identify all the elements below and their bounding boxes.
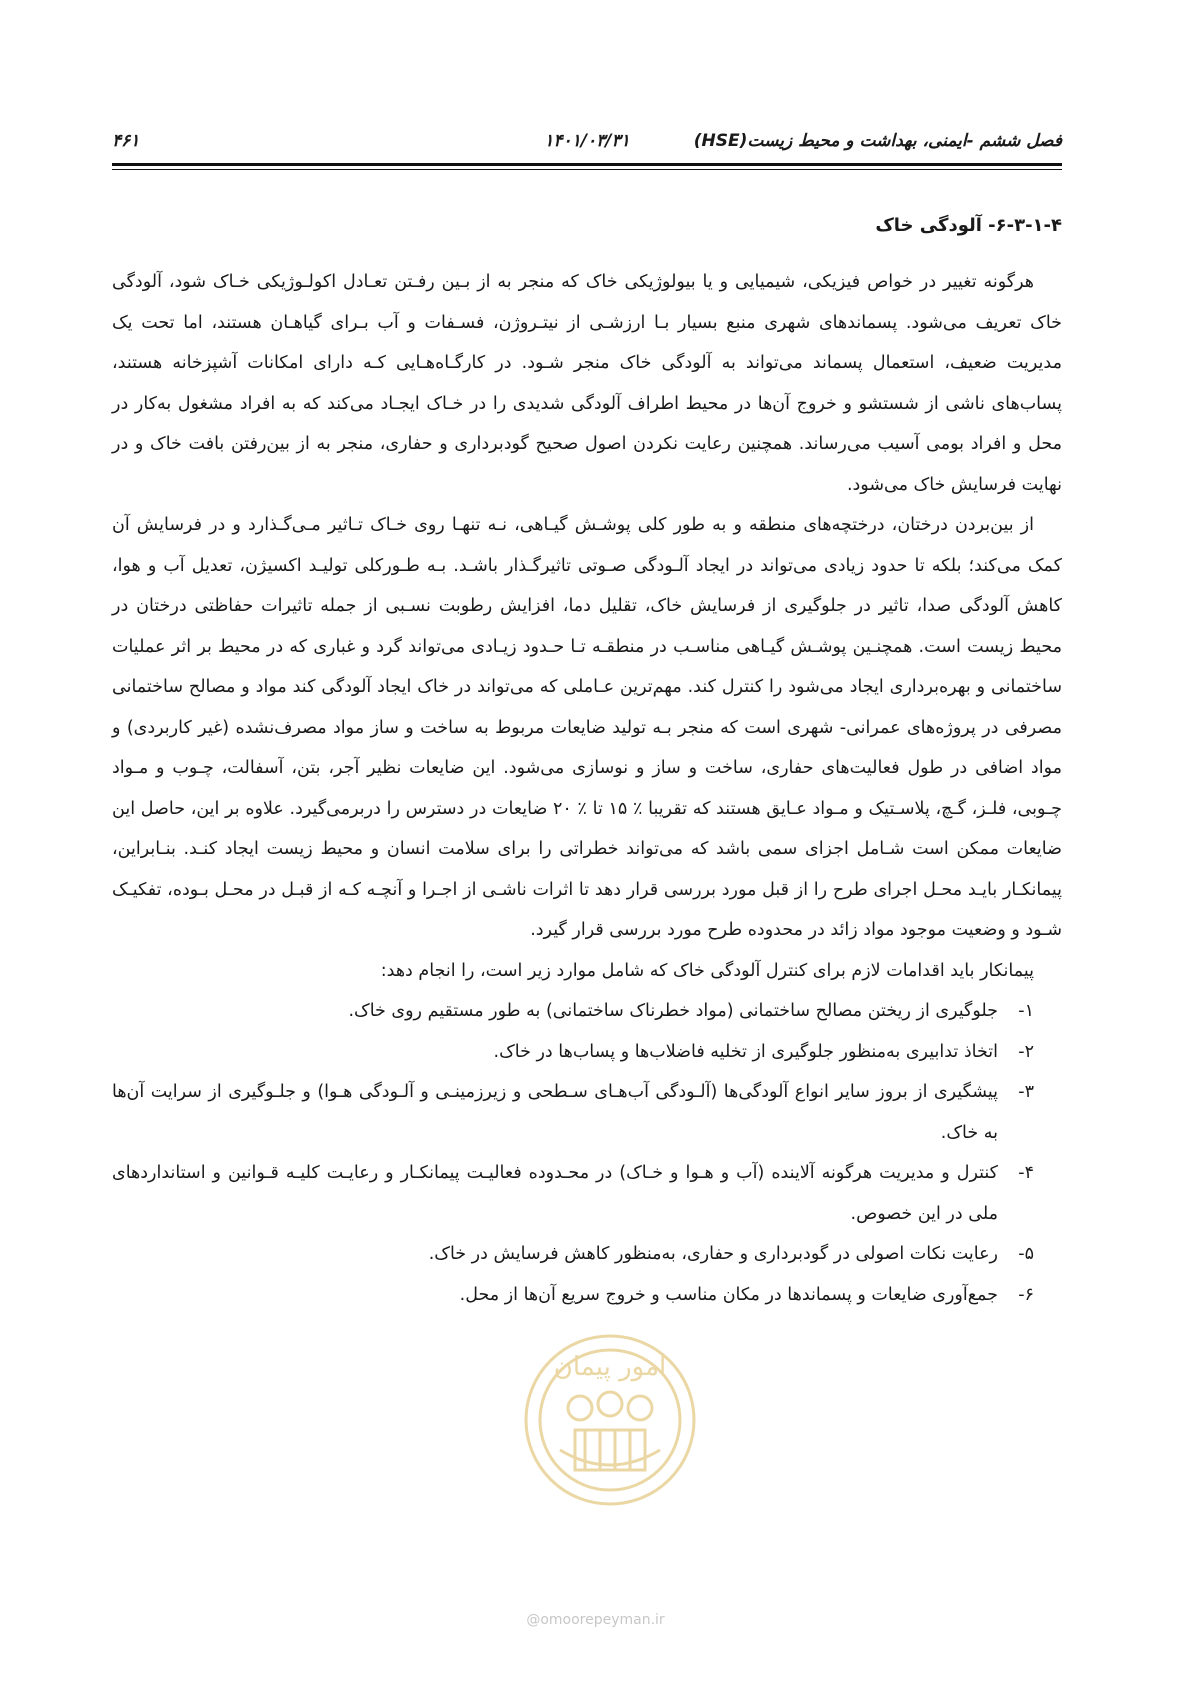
watermark-logo-icon [520,1330,700,1510]
requirements-list [112,991,1062,1315]
list-item-number: ۱- [1018,1001,1034,1021]
list-item [112,991,1062,1032]
list-item-text: کنترل و مدیریت هرگونه آلاینده (آب و هـوا و خـاک) در محـدوده فعالیـت پیمانکـار و رعایـت کلیـه قـوانین و استانداردهای ملی در این خصوص. [112,1163,998,1224]
list-item-number: ۴- [1018,1163,1034,1183]
list-item [112,1153,1062,1234]
list-item-text: رعایت نکات اصولی در گودبرداری و حفاری، به‌منظور کاهش فرسایش در خاک. [428,1244,998,1264]
list-item-text: پیشگیری از بروز سایر انواع آلودگی‌ها (آلـودگی آب‌هـای سـطحی و زیرزمینـی و آلـودگی هـوا) و جلـوگیری از سرایت آن‌ها به خاک. [112,1082,998,1143]
header-date: ۱۴۰۱/۰۳/۳۱ [544,131,630,151]
list-item [112,1234,1062,1275]
list-item-number: ۳- [1018,1082,1034,1102]
page-header [112,131,1062,159]
watermark-logo-text: امور پیمان [553,1352,667,1382]
watermark-site: @omoorepeyman.ir [526,1612,665,1628]
header-divider-thick [112,163,1062,166]
header-divider-thin [112,169,1062,170]
list-intro: پیمانکار باید اقدامات لازم برای کنترل آلودگی خاک که شامل موارد زیر است، را انجام دهد: [380,960,1034,981]
list-item-number: ۲- [1018,1041,1034,1062]
page-number: ۴۶۱ [112,131,140,151]
list-item-number: ۵- [1018,1244,1034,1264]
list-item-number: ۶- [1018,1284,1034,1305]
list-item-text: جمع‌آوری ضایعات و پسماندها در مکان مناسب و خروج سریع آن‌ها از محل. [459,1284,998,1305]
paragraph: هرگونه تغییر در خواص فیزیکی، شیمیایی و یا بیولوژیکی خاک که منجر به از بـین رفـتن تعـادل اکولـوژیکی خـاک شود، آلودگی خاک تعریف می‌شود. پسماندهای شهری منبع بسیار بـا ارزشـی از نیتـروژن، فسـفات و آب بـرای گیاهـان هستند، اما تحت یک مدیریت ضعیف، استعمال پسماند می‌تواند به آلودگی خاک منجر شـود. در کارگـاه‌هـایی کـه دارای امکانات آشپزخانه هستند، پساب‌های ناشی از شستشو و خروج آن‌ها در محیط اطراف آلودگی شدیدی را در خـاک ایجـاد می‌کند که به افراد مشغول به‌کار در محل و افراد بومی آسیب می‌رساند. همچنین رعایت نکردن اصول صحیح گودبرداری و حفاری، منجر به از بین‌رفتن بافت خاک و در نهایت فرسایش خاک می‌شود. [112,272,1062,495]
section-heading: ۶-۳-۱-۴- آلودگی خاک [875,215,1062,236]
paragraph: از بین‌بردن درختان، درختچه‌های منطقه و به طور کلی پوشـش گیـاهی، نـه تنهـا روی خـاک تـاثیر مـی‌گـذارد و در فرسایش آن کمک می‌کند؛ بلکه تا حدود زیادی می‌تواند در ایجاد آلـودگی صـوتی تاثیرگـذار باشـد. بـه طـورکلی تولیـد اکسیژن، تعدیل آب و هوا، کاهش آلودگی صدا، تاثیر در جلوگیری از فرسایش خاک، تقلیل دما، افزایش رطوبت نسـبی از جمله تاثیرات حفاظتی درختان در محیط زیست است. همچنـین پوشـش گیـاهی مناسـب در منطقـه تـا حـدود زیـادی می‌تواند گرد و غباری که در محیط بر اثر عملیات ساختمانی و بهره‌برداری ایجاد می‌شود را کنترل کند. مهم‌ترین عـاملی که می‌تواند در خاک ایجاد آلودگی کند مواد و مصالح ساختمانی مصرفی در پروژه‌های عمرانی- شهری است که منجر بـه تولید ضایعات مربوط به ساخت و ساز مواد مصرف‌نشده (غیر کاربردی) و مواد اضافی در طول فعالیت‌های حفاری، ساخت و ساز و نوسازی می‌شود. این ضایعات نظیر آجر، بتن، آسفالت، چـوب و مـواد چـوبی، فلـز، گـچ، پلاسـتیک و مـواد عـایق هستند که تقریبا ٪ ۱۵ تا ٪ ۲۰ ضایعات در دسترس را دربرمی‌گیرد. علاوه بر این، حاصل این ضایعات ممکن است شـامل اجزای سمی باشد که می‌تواند خطراتی را برای سلامت انسان و محیط زیست ایجاد کنـد. بنـابراین، پیمانکـار بایـد محـل اجرای طرح را از قبل مورد بررسی قرار دهد تا اثرات ناشـی از اجـرا و آنچـه کـه از قبـل در محـل بـوده، تفکیـک شـود و وضعیت موجود مواد زائد در محدوده طرح مورد بررسی قرار گیرد. [112,515,1063,940]
list-item-text: اتخاذ تدابیری به‌منظور جلوگیری از تخلیه فاضلاب‌ها و پساب‌ها در خاک. [493,1041,998,1062]
list-item-text: جلوگیری از ریختن مصالح ساختمانی (مواد خطرناک ساختمانی) به طور مستقیم روی خاک. [348,1001,998,1021]
list-item [112,1275,1062,1316]
header-chapter-title: فصل ششم -ایمنی، بهداشت و محیط زیست(HSE) [693,131,1062,151]
list-item [112,1072,1062,1153]
document-body [112,212,1062,1315]
list-item [112,1032,1062,1073]
